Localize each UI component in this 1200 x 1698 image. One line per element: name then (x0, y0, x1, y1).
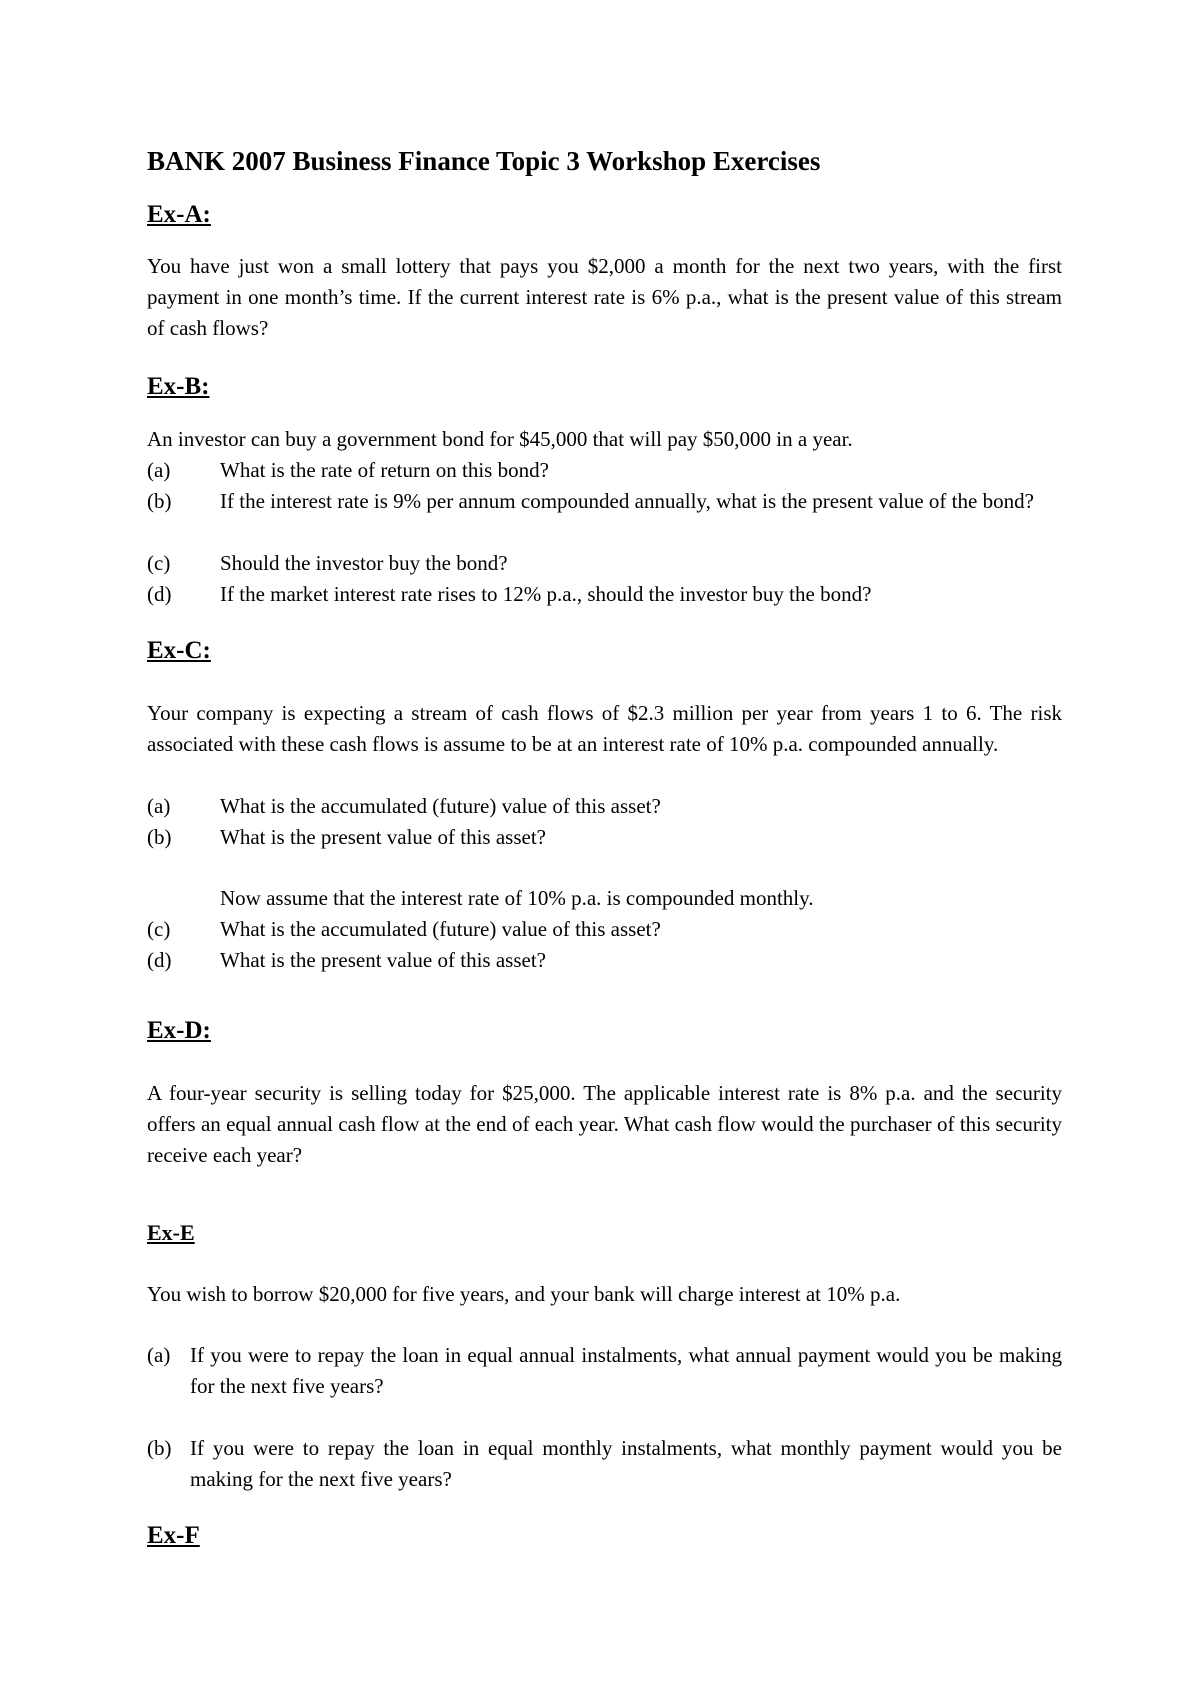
ex-c-item-d-label: (d) (147, 948, 172, 972)
ex-b-heading: Ex-B: (147, 373, 210, 400)
ex-b-item-b-text: If the interest rate is 9% per annum compounded annually, what is the present value of the bond? (220, 489, 1034, 513)
ex-e-item-a-label: (a) (147, 1343, 171, 1367)
ex-c-item-a-label: (a) (147, 794, 171, 818)
ex-c-item-b-label: (b) (147, 825, 172, 849)
ex-b-item-d-label: (d) (147, 582, 172, 606)
ex-c-item-c (147, 914, 1062, 945)
ex-e-heading: Ex-E (147, 1220, 195, 1245)
ex-c-item-d (147, 945, 1062, 976)
ex-c-item-a (147, 791, 1062, 822)
ex-a-text: You have just won a small lottery that pays you $2,000 a month for the next two years, with the first payment in one month’s time. If the current interest rate is 6% p.a., what is the present value of this stream of cash flows? (147, 254, 1062, 340)
ex-c-heading: Ex-C: (147, 637, 211, 664)
ex-b-item-c-text: Should the investor buy the bond? (220, 551, 508, 575)
document-title: BANK 2007 Business Finance Topic 3 Workshop Exercises (147, 146, 821, 176)
ex-b-item-b (147, 486, 1062, 517)
ex-c-item-c-label: (c) (147, 917, 171, 941)
ex-c-note: Now assume that the interest rate of 10% p.a. is compounded monthly. (220, 886, 814, 910)
ex-b-item-d (147, 579, 1062, 610)
ex-e-item-a (147, 1340, 1062, 1402)
ex-a-heading: Ex-A: (147, 201, 211, 228)
ex-d-heading: Ex-D: (147, 1017, 211, 1044)
ex-b-item-d-text: If the market interest rate rises to 12% p.a., should the investor buy the bond? (220, 582, 872, 606)
ex-d-text: A four-year security is selling today for $25,000. The applicable interest rate is 8% p.a. and the security offers an equal annual cash flow at the end of each year. What cash flow would the purchaser of this security receive each year? (147, 1081, 1062, 1167)
ex-b-item-a-text: What is the rate of return on this bond? (220, 458, 549, 482)
ex-b-intro: An investor can buy a government bond for $45,000 that will pay $50,000 in a year. (147, 427, 853, 451)
ex-e-item-a-text: If you were to repay the loan in equal annual instalments, what annual payment would you be making for the next five years? (190, 1343, 1062, 1398)
ex-b-item-a-label: (a) (147, 458, 171, 482)
ex-e-item-b-label: (b) (147, 1436, 172, 1460)
ex-e-item-b-text: If you were to repay the loan in equal monthly instalments, what monthly payment would you be making for the next five years? (190, 1436, 1062, 1491)
ex-f-heading: Ex-F (147, 1522, 200, 1549)
ex-e-item-b (147, 1433, 1062, 1495)
ex-e-intro: You wish to borrow $20,000 for five years, and your bank will charge interest at 10% p.a. (147, 1282, 901, 1306)
ex-c-item-b-text: What is the present value of this asset? (220, 825, 546, 849)
ex-c-item-d-text: What is the present value of this asset? (220, 948, 546, 972)
ex-c-item-b (147, 822, 1062, 853)
ex-b-item-a (147, 455, 1062, 486)
ex-b-item-c-label: (c) (147, 551, 171, 575)
ex-c-item-c-text: What is the accumulated (future) value of this asset? (220, 917, 661, 941)
ex-c-item-a-text: What is the accumulated (future) value of this asset? (220, 794, 661, 818)
ex-b-item-c (147, 548, 1062, 579)
ex-b-item-b-label: (b) (147, 489, 172, 513)
ex-c-intro: Your company is expecting a stream of cash flows of $2.3 million per year from years 1 to 6. The risk associated with these cash flows is assume to be at an interest rate of 10% p.a. compounded annually. (147, 701, 1062, 756)
